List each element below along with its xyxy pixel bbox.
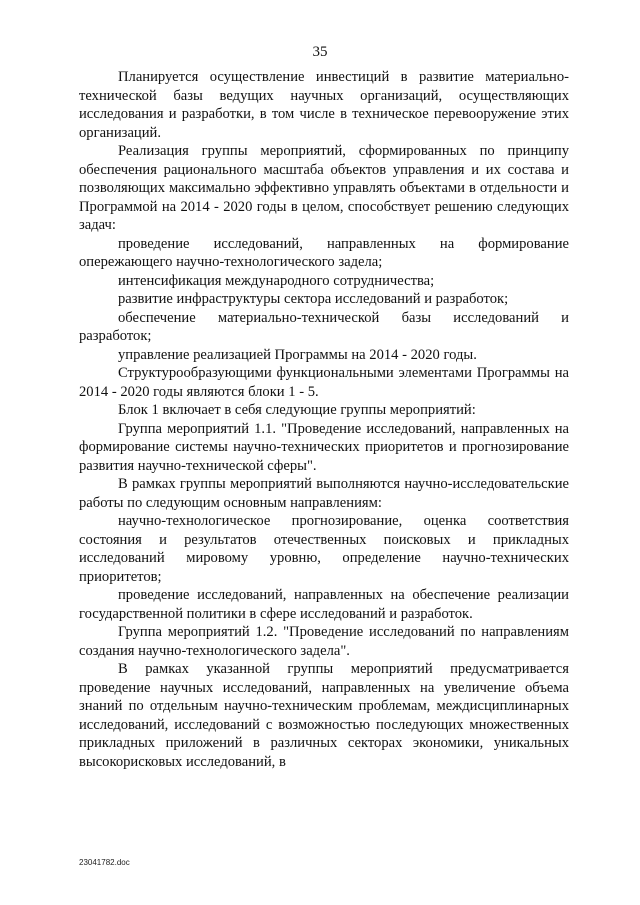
- paragraph: Блок 1 включает в себя следующие группы мероприятий:: [118, 402, 476, 418]
- paragraph: Планируется осуществление инвестиций в развитие материально-технической базы ведущих научных организаций, осуществляющих исследования и разработки, в том числе в техническое перевооружение этих организаций.: [79, 69, 569, 141]
- paragraph: Реализация группы мероприятий, сформированных по принципу обеспечения рационального масштаба объектов управления и их состава и позволяющих максимально эффективно управлять объектами в отдельности и Программой на 2014 - 2020 годы в целом, способствует решению следующих задач:: [79, 143, 569, 233]
- list-item: интенсификация международного сотрудничества;: [118, 272, 435, 289]
- document-body: [79, 68, 569, 771]
- paragraph: Структурообразующими функциональными элементами Программы на 2014 - 2020 годы являются блоки 1 - 5.: [79, 365, 569, 400]
- list-item: управление реализацией Программы на 2014 - 2020 годы.: [118, 346, 477, 363]
- paragraph: Группа мероприятий 1.2. "Проведение исследований по направлениям создания научно-технологического задела".: [79, 624, 569, 659]
- list-item: обеспечение материально-технической базы исследований и разработок;: [79, 309, 569, 344]
- list-item: проведение исследований, направленных на формирование опережающего научно-технологического задела;: [79, 235, 569, 270]
- footer-filename: 23041782.doc: [79, 858, 130, 867]
- list-item: научно-технологическое прогнозирование, оценка соответствия состояния и результатов отечественных поисковых и прикладных исследований мировому уровню, определение научно-технических приоритетов;: [79, 513, 569, 585]
- paragraph: В рамках группы мероприятий выполняются научно-исследовательские работы по следующим основным направлениям:: [79, 476, 569, 511]
- page-number: 35: [312, 44, 328, 60]
- paragraph: В рамках указанной группы мероприятий предусматривается проведение научных исследований, направленных на увеличение объема знаний по отдельным научно-техническим проблемам, междисциплинарных исследований, исследований с возможностью последующих множественных прикладных приложений в различных секторах экономики, уникальных высокорисковых исследований, в: [79, 661, 569, 770]
- paragraph: Группа мероприятий 1.1. "Проведение исследований, направленных на формирование системы научно-технических приоритетов и прогнозирование развития научно-технической сферы".: [79, 420, 569, 474]
- list-item: развитие инфраструктуры сектора исследований и разработок;: [118, 291, 509, 307]
- list-item: проведение исследований, направленных на обеспечение реализации государственной политики в сфере исследований и разработок.: [79, 587, 569, 622]
